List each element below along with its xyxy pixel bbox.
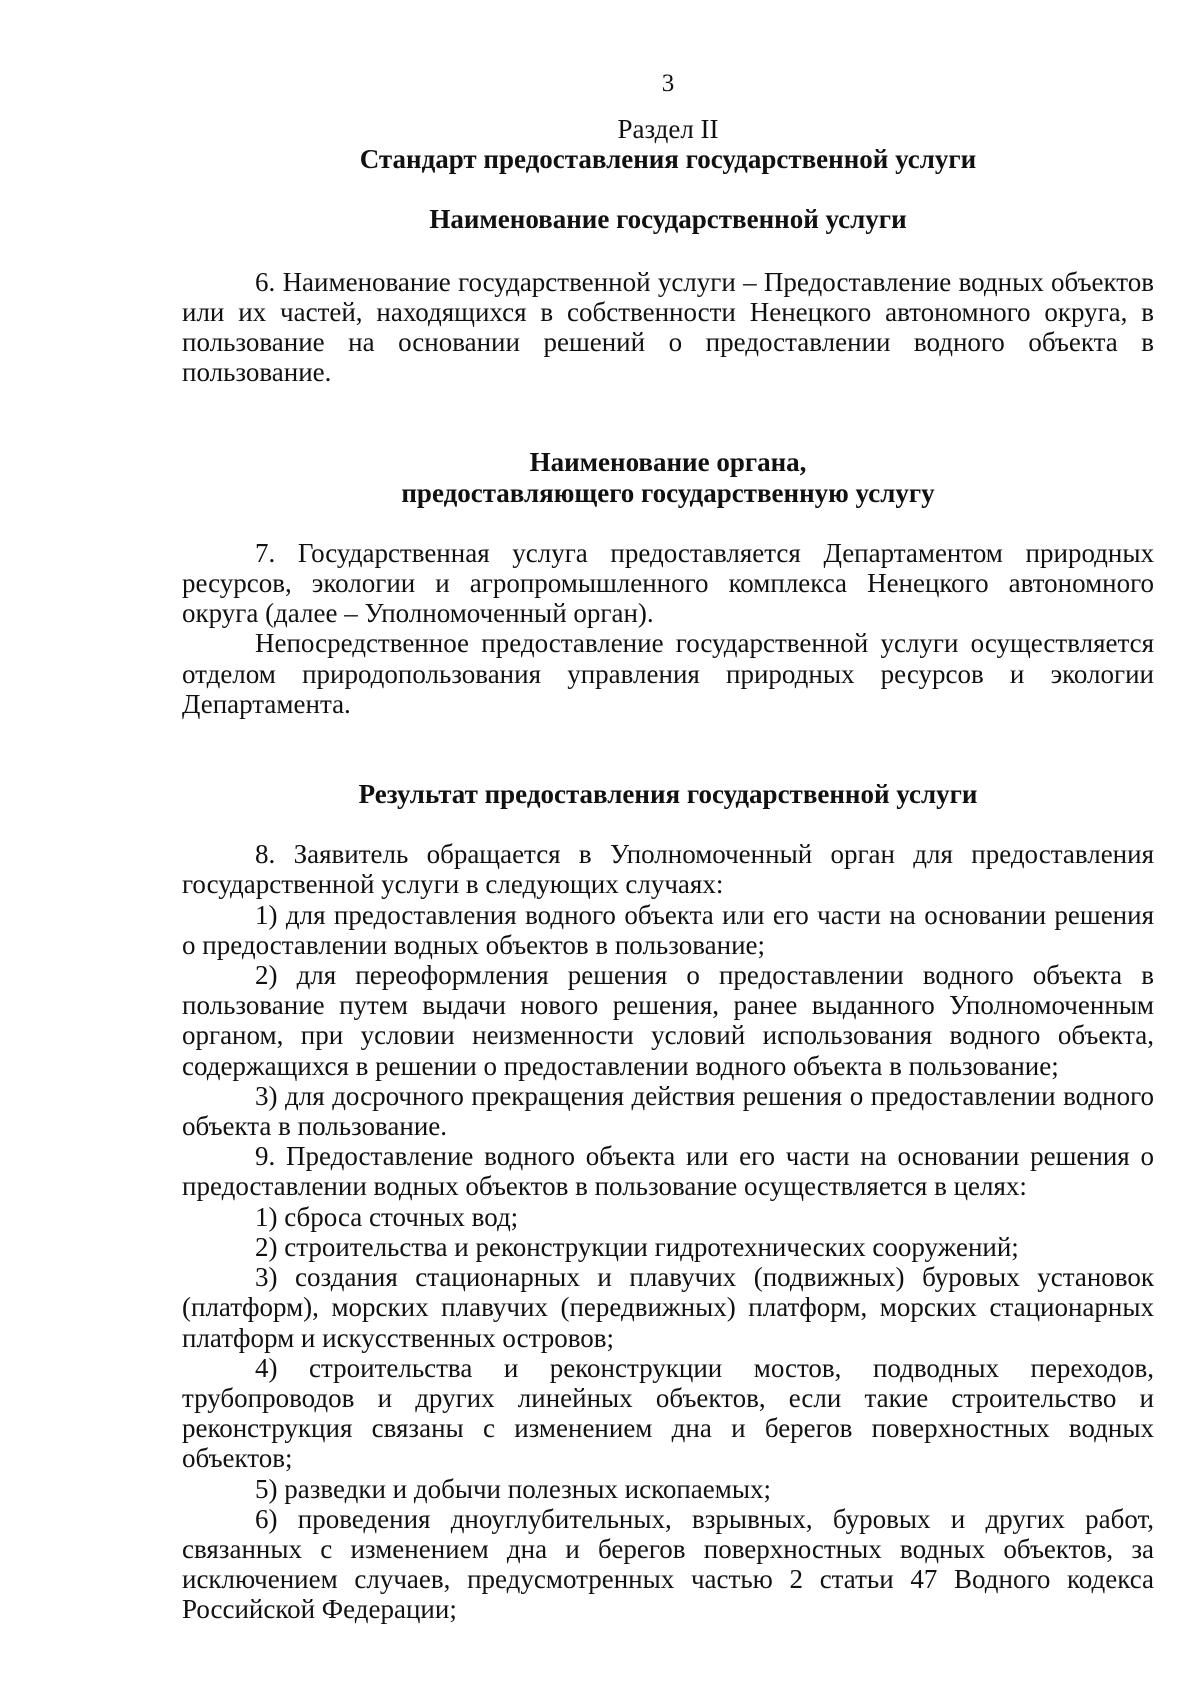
list-item: 1) для предоставления водного объекта или его части на основании решения о предоставлении водных объектов в пользование; — [182, 899, 1154, 960]
section-label: Раздел II — [617, 114, 719, 144]
list-item: 3) для досрочного прекращения действия решения о предоставлении водного объекта в пользование. — [182, 1080, 1154, 1142]
page-number: 3 — [661, 70, 675, 97]
spacer — [182, 235, 1154, 267]
paragraph: Непосредственное предоставление государственной услуги осуществляется отделом природопользования управления природных ресурсов и экологии Департамента. — [182, 628, 1154, 719]
heading-line: предоставляющего государственную услугу — [401, 477, 935, 508]
spacer — [182, 419, 1154, 447]
spacer — [182, 751, 1154, 779]
paragraph: 6. Наименование государственной услуги – Предоставление водных объектов или их частей, находящихся в собственности Ненецкого автономного округа, в пользование на основании решений о предоставлении водного объекта в пользование. — [182, 266, 1154, 388]
document-body — [182, 114, 1154, 1625]
list-item: 2) строительства и реконструкции гидротехнических сооружений; — [255, 1231, 1019, 1262]
list-item: 5) разведки и добычи полезных ископаемых; — [255, 1473, 771, 1504]
heading-line: Результат предоставления государственной услуги — [358, 779, 978, 810]
spacer — [182, 809, 1154, 839]
paragraph: 7. Государственная услуга предоставляется Департаментом природных ресурсов, экологии и агропромышленного комплекса Ненецкого автономного округа (далее – Уполномоченный орган). — [182, 537, 1154, 629]
list-item: 3) создания стационарных и плавучих (подвижных) буровых установок (платформ), морских плавучих (передвижных) платформ, морских стационарных платформ и искусственных островов; — [182, 1262, 1154, 1353]
spacer — [182, 387, 1154, 419]
list-item: 2) для переоформления решения о предоставлении водного объекта в пользование путем выдачи нового решения, ранее выданного Уполномоченным органом, при условии неизменности условий использования водного объекта, содержащихся в решении о предоставлении водного объекта в пользование; — [182, 960, 1154, 1081]
list-item: 1) сброса сточных вод; — [255, 1201, 519, 1232]
spacer — [182, 174, 1154, 204]
list-item: 6) проведения дноуглубительных, взрывных, буровых и других работ, связанных с изменением дна и берегов поверхностных водных объектов, за исключением случаев, предусмотренных частью 2 статьи 47 Водного кодекса Российской Федерации; — [182, 1503, 1154, 1625]
spacer — [182, 719, 1154, 751]
heading-service-name — [182, 204, 1154, 234]
heading-line: Наименование органа, — [529, 447, 807, 478]
heading-line: Наименование государственной услуги — [429, 204, 907, 235]
paragraph: 8. Заявитель обращается в Уполномоченный орган для предоставления государственной услуги в следующих случаях: — [182, 839, 1154, 900]
heading-service-result — [182, 779, 1154, 809]
list-item: 4) строительства и реконструкции мостов, подводных переходов, трубопроводов и других линейных объектов, если такие строительство и реконструкция связаны с изменением дна и берегов поверхностных водных объектов; — [182, 1352, 1154, 1474]
paragraph: 9. Предоставление водного объекта или его части на основании решения о предоставлении водных объектов в пользование осуществляется в целях: — [182, 1141, 1154, 1202]
section-title: Стандарт предоставления государственной услуги — [359, 144, 977, 175]
spacer — [182, 508, 1154, 538]
heading-authority-name — [182, 447, 1154, 507]
